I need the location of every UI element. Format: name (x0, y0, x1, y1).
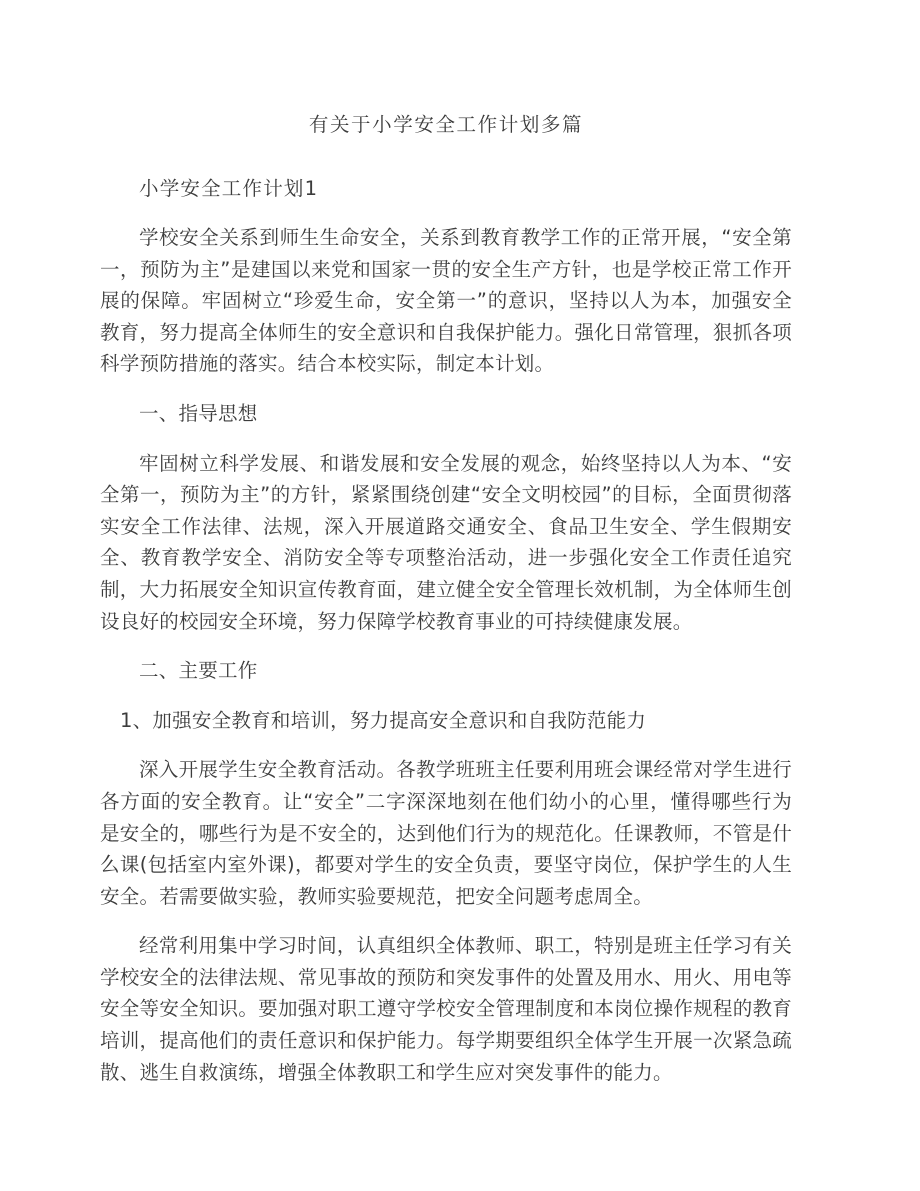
paragraph-staff-training: 经常利用集中学习时间，认真组织全体教师、职工，特别是班主任学习有关学校安全的法律法规、常见事故的预防和突发事件的处置及用水、用火、用电等安全等安全知识。要加强对职工遵守学校安全管理制度和本岗位操作规程的教育培训，提高他们的责任意识和保护能力。每学期要组织全体学生开展一次紧急疏散、逃生自救演练，增强全体教职工和学生应对突发事件的能力。 (100, 934, 792, 1084)
page-title: 有关于小学安全工作计划多篇 (308, 113, 584, 136)
list-item-safety-education: 1、加强安全教育和培训，努力提高安全意识和自我防范能力 (120, 708, 647, 732)
paragraph-guiding-ideology-body: 牢固树立科学发展、和谐发展和安全发展的观念，始终坚持以人为本、“安全第一，预防为主”的方针，紧紧围绕创建“安全文明校园”的目标，全面贯彻落实安全工作法律、法规，深入开展道路交通安全、食品卫生安全、学生假期安全、教育教学安全、消防安全等专项整治活动，进一步强化安全工作责任追究制，大力拓展安全知识宣传教育面，建立健全安全管理长效机制，为全体师生创设良好的校园安全环境，努力保障学校教育事业的可持续健康发展。 (100, 451, 792, 633)
document-body (100, 0, 792, 1088)
section-heading-main-work: 二、主要工作 (139, 659, 258, 683)
paragraph-intro: 学校安全关系到师生生命安全，关系到教育教学工作的正常开展，“安全第一，预防为主”是建国以来党和国家一贯的安全生产方针，也是学校正常工作开展的保障。牢固树立“珍爱生命，安全第一”的意识，坚持以人为本，加强安全教育，努力提高全体师生的安全意识和自我保护能力。强化日常管理，狠抓各项科学预防措施的落实。结合本校实际，制定本计划。 (100, 226, 792, 376)
section-heading-guiding-ideology: 一、指导思想 (139, 401, 258, 425)
paragraph-student-safety-education: 深入开展学生安全教育活动。各教学班班主任要利用班会课经常对学生进行各方面的安全教育。让“安全”二字深深地刻在他们幼小的心里，懂得哪些行为是安全的，哪些行为是不安全的，达到他们行为的规范化。任课教师，不管是什么课(包括室内室外课)，都要对学生的安全负责，要坚守岗位，保护学生的人生安全。若需要做实验，教师实验要规范，把安全问题考虑周全。 (100, 758, 792, 908)
document-subtitle: 小学安全工作计划1 (139, 177, 319, 200)
